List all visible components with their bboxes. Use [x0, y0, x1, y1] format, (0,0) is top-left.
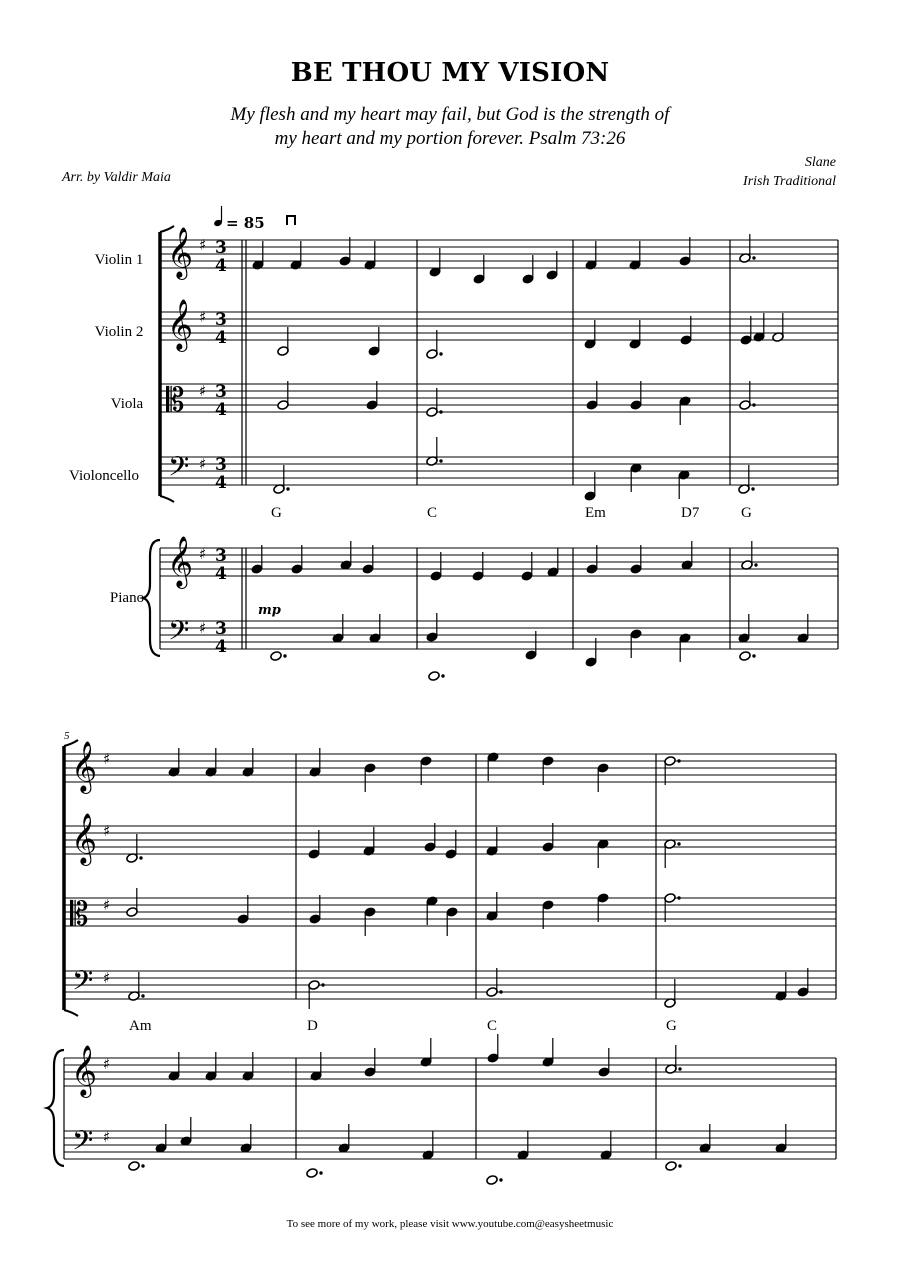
system-1-notes [251, 234, 809, 681]
dot [751, 487, 754, 490]
chord-symbol: Em [585, 505, 606, 521]
dot [439, 352, 442, 355]
system-1-staves [160, 240, 838, 649]
half-note [665, 1161, 677, 1172]
half-note [270, 651, 282, 662]
dot [439, 459, 442, 462]
dot [677, 759, 680, 762]
instrument-label-piano: Piano [109, 590, 145, 606]
key-signature-sharp: ♯ [199, 545, 207, 563]
composer-origin: Irish Traditional [743, 174, 836, 189]
subtitle-line-1: My flesh and my heart may fail, but God is the strength of [230, 104, 670, 125]
system-2-notes [126, 748, 809, 1185]
time-sig-upper: 3 [215, 382, 227, 402]
time-sig-lower: 4 [215, 564, 227, 584]
dot [752, 403, 755, 406]
treble-clef-icon: 𝄞 [167, 536, 194, 587]
key-signature-sharp: ♯ [199, 619, 207, 637]
time-sig-upper: 3 [215, 619, 227, 639]
instrument-label-violin2: Violin 2 [94, 324, 144, 340]
alto-clef-icon: 𝄡 [166, 380, 185, 419]
half-note [128, 1161, 140, 1172]
dot [321, 983, 324, 986]
instrument-label-violin1: Violin 1 [94, 252, 144, 268]
treble-clef-icon: 𝄞 [71, 1045, 98, 1096]
key-signature-sharp: ♯ [103, 750, 111, 768]
bass-clef-icon: 𝄢 [72, 964, 94, 1003]
tune-name: Slane [804, 155, 836, 170]
key-signature-sharp: ♯ [199, 382, 207, 400]
half-note [428, 671, 440, 682]
bass-clef-icon: 𝄢 [72, 1124, 94, 1163]
piano-brace [143, 540, 160, 656]
time-sig-lower: 4 [215, 400, 227, 420]
key-signature-sharp: ♯ [103, 1128, 111, 1146]
dot [677, 896, 680, 899]
time-sig-upper: 3 [215, 310, 227, 330]
chord-symbol: G [271, 505, 282, 521]
chord-symbol: D [307, 1018, 318, 1034]
chord-symbol: G [741, 505, 752, 521]
dot [752, 256, 755, 259]
key-signature-sharp: ♯ [103, 822, 111, 840]
chord-symbol: G [666, 1018, 677, 1034]
system-1 [69, 206, 838, 681]
time-sig-lower: 4 [215, 256, 227, 276]
key-signature-sharp: ♯ [199, 455, 207, 473]
treble-clef-icon: 𝄞 [71, 813, 98, 864]
score-title: BE THOU MY VISION [290, 58, 610, 88]
dot [139, 856, 142, 859]
dot [499, 1178, 502, 1181]
dot [283, 654, 286, 657]
arranger-credit: Arr. by Valdir Maia [62, 170, 171, 185]
time-sig-upper: 3 [215, 546, 227, 566]
alto-clef-icon: 𝄡 [70, 894, 89, 933]
dot [754, 563, 757, 566]
dot [439, 410, 442, 413]
key-signature-sharp: ♯ [199, 236, 207, 254]
treble-clef-icon: 𝄞 [167, 227, 194, 278]
half-note [739, 651, 751, 662]
time-signatures [215, 238, 227, 657]
key-signature-sharp: ♯ [103, 969, 111, 987]
dot [141, 1164, 144, 1167]
dot [678, 1164, 681, 1167]
tempo-text: = 85 [226, 214, 265, 232]
time-sig-upper: 3 [215, 238, 227, 258]
treble-clef-icon: 𝄞 [167, 299, 194, 350]
chord-symbol: C [427, 505, 438, 521]
key-signature-sharp: ♯ [103, 896, 111, 914]
dot [499, 990, 502, 993]
instrument-label-cello: Violoncello [69, 468, 139, 484]
key-signature-sharp: ♯ [199, 308, 207, 326]
chord-symbol: C [487, 1018, 498, 1034]
instrument-label-viola: Viola [110, 396, 144, 412]
dot [319, 1171, 322, 1174]
subtitle-line-2: my heart and my portion forever. Psalm 73:26 [274, 128, 626, 149]
measure-number: 5 [64, 730, 70, 742]
time-sig-upper: 3 [215, 455, 227, 475]
dynamic-marking: mp [258, 603, 281, 618]
tempo-marking [213, 206, 295, 232]
time-sig-lower: 4 [215, 328, 227, 348]
treble-clef-icon: 𝄞 [71, 741, 98, 792]
chord-symbol: Am [129, 1018, 152, 1034]
half-note [486, 1175, 498, 1186]
time-sig-lower: 4 [215, 637, 227, 657]
dot [141, 994, 144, 997]
footer-note: To see more of my work, please visit www.youtube.com@easysheetmusic [286, 1218, 614, 1230]
dot [752, 654, 755, 657]
system-2 [47, 730, 836, 1185]
dot [286, 487, 289, 490]
piano-brace [47, 1050, 64, 1166]
system-2-staves [64, 754, 836, 1159]
chord-symbol: D7 [681, 505, 700, 521]
time-sig-lower: 4 [215, 473, 227, 493]
dot [677, 842, 680, 845]
key-signature-sharp: ♯ [103, 1055, 111, 1073]
half-note [306, 1168, 318, 1179]
bass-clef-icon: 𝄢 [168, 614, 190, 653]
dot [678, 1067, 681, 1070]
dot [441, 674, 444, 677]
bass-clef-icon: 𝄢 [168, 450, 190, 489]
